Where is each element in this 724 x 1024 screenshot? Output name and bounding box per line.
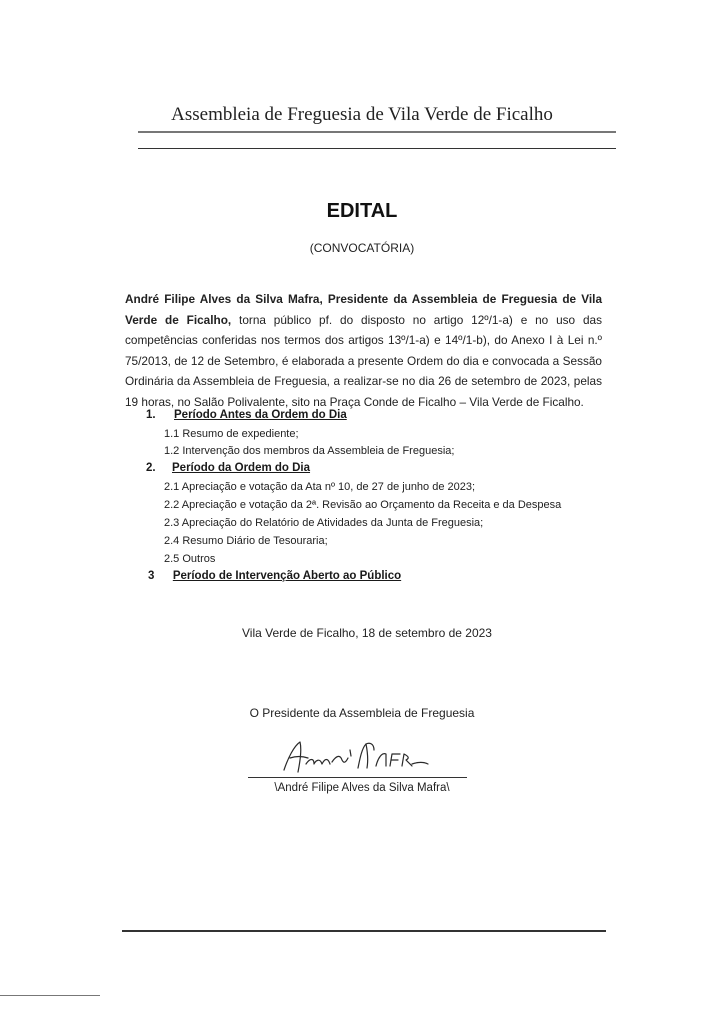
agenda-item: 2.2 Apreciação e votação da 2ª. Revisão ao Orçamento da Receita e da Despesa (164, 499, 562, 511)
agenda-section-3 (148, 570, 401, 582)
agenda-item: 1.1 Resumo de expediente; (164, 428, 299, 440)
agenda-item: 2.3 Apreciação do Relatório de Atividades da Junta de Freguesia; (164, 517, 484, 529)
agenda-section-title: Período Antes da Ordem do Dia (174, 409, 347, 421)
intro-author: André Filipe Alves da Silva Mafra, Presidente da Assembleia de Freguesia de Vila Verde de Ficalho, (125, 292, 602, 327)
footer-rule (122, 930, 606, 932)
signatory-name: \André Filipe Alves da Silva Mafra\ (274, 782, 450, 794)
footer-margin-mark (0, 995, 100, 996)
signatory-title: O Presidente da Assembleia de Freguesia (249, 706, 475, 720)
agenda-section-number: 1. (146, 409, 156, 421)
document-subtitle: (CONVOCATÓRIA) (309, 241, 415, 255)
handwritten-signature (270, 736, 430, 780)
agenda-section-2 (146, 462, 310, 474)
agenda-item: 1.2 Intervenção dos membros da Assembleia de Freguesia; (164, 445, 455, 457)
agenda-item: 2.5 Outros (164, 553, 216, 565)
agenda-section-number: 2. (146, 462, 156, 474)
header-rule-bottom (138, 148, 616, 149)
agenda-section-title: Período da Ordem do Dia (172, 462, 311, 474)
agenda-section-1 (146, 409, 347, 421)
document-title: EDITAL (326, 200, 398, 222)
signature-line (248, 777, 467, 778)
intro-paragraph (125, 289, 602, 412)
assembly-header-title: Assembleia de Freguesia de Vila Verde de Ficalho (171, 104, 553, 125)
place-and-date: Vila Verde de Ficalho, 18 de setembro de 2023 (242, 626, 492, 640)
agenda-section-number: 3 (148, 570, 155, 582)
header-rule-top (138, 131, 616, 133)
agenda-item: 2.4 Resumo Diário de Tesouraria; (164, 535, 328, 547)
intro-body: torna público pf. do disposto no artigo 12º/1-a) e no uso das competências conferidas nos termos dos artigos 13º/1-a) e 14º/1-b), do Anexo I à Lei n.º 75/2013, de 12 de Setembro, é elaborada a presente Ordem do dia e convocada a Sessão Ordinária da Assembleia de Freguesia, a realizar-se no dia 26 de setembro de 2023, pelas 19 horas, no Salão Polivalente, sito na Praça Conde de Ficalho – Vila Verde de Ficalho. (125, 312, 603, 409)
agenda-section-title: Período de Intervenção Aberto ao Público (172, 570, 402, 582)
agenda-item: 2.1 Apreciação e votação da Ata nº 10, de 27 de junho de 2023; (164, 481, 476, 493)
